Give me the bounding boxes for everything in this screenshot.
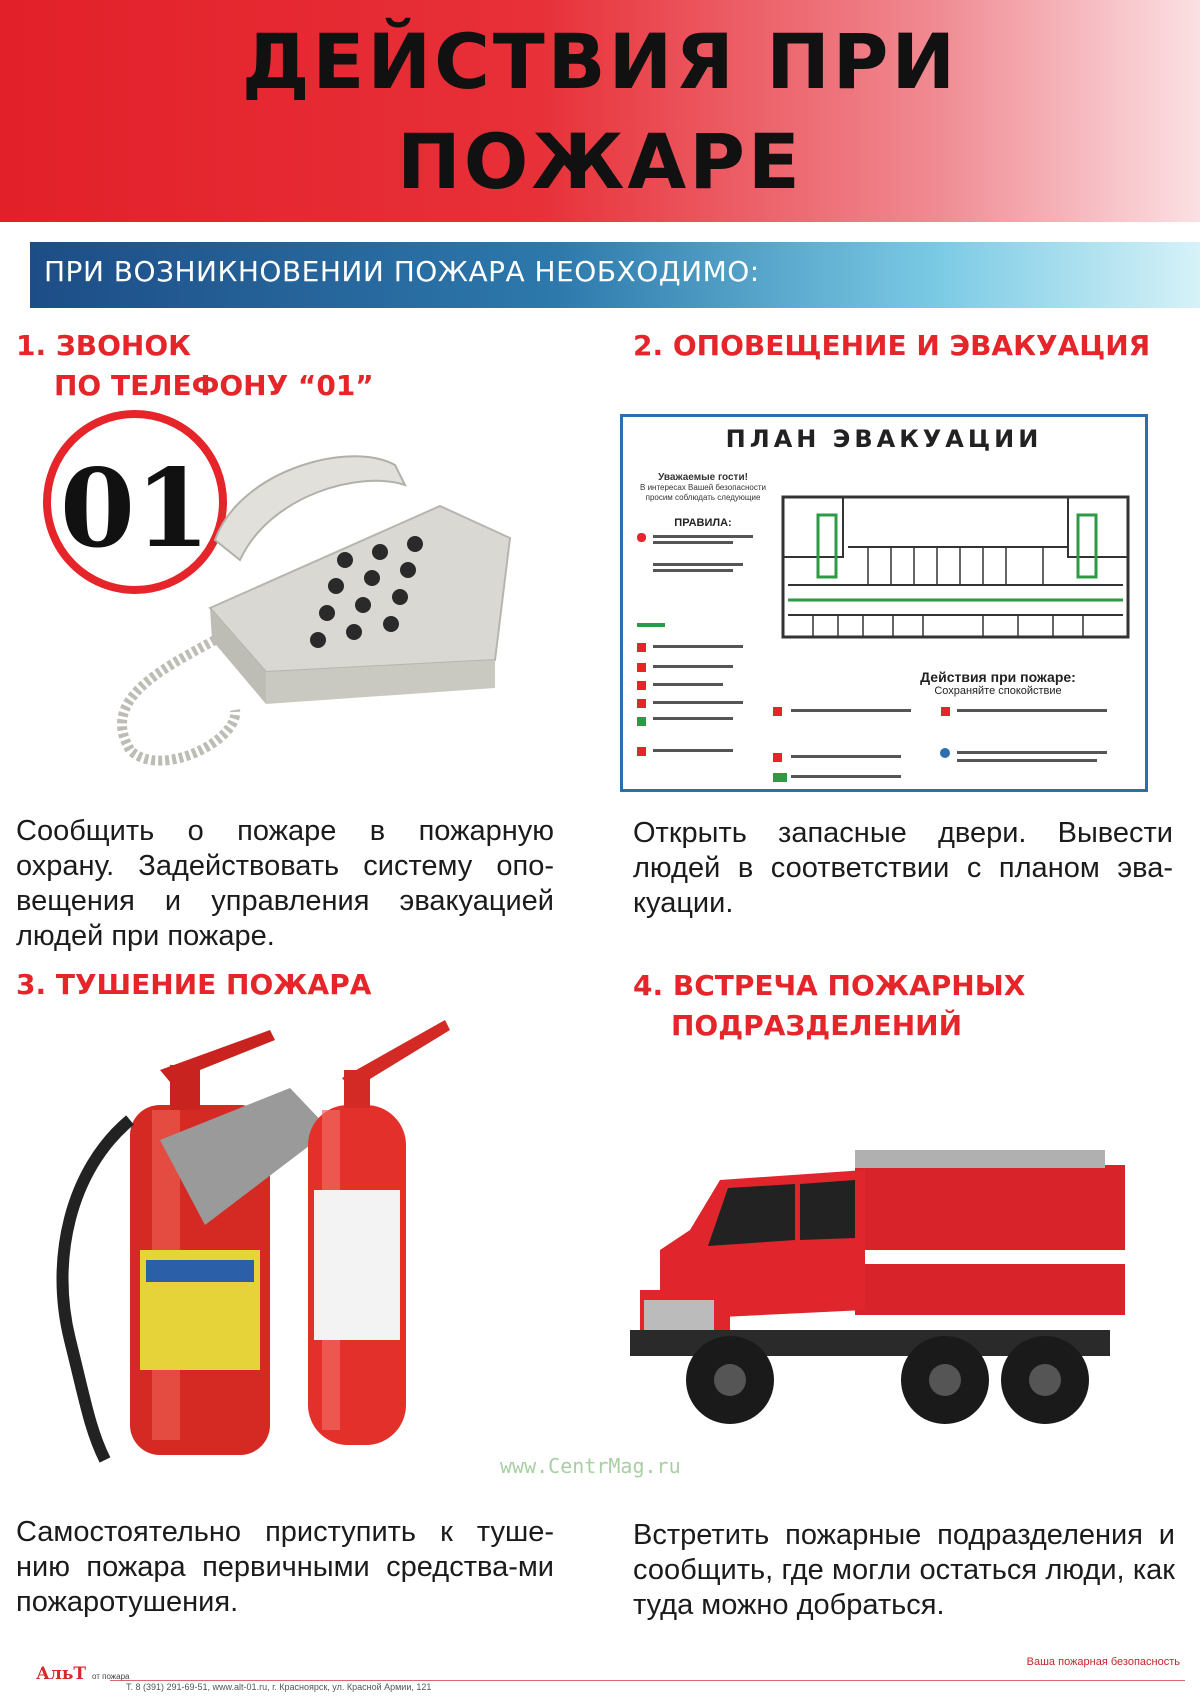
section-1-heading — [16, 326, 374, 406]
section-3-heading — [16, 965, 371, 1005]
footer-slogan: Ваша пожарная безопасность — [1026, 1656, 1180, 1668]
section-2-heading-line1: 2. ОПОВЕЩЕНИЕ И ЭВАКУАЦИЯ — [633, 329, 1151, 362]
section-3-body: Самостоятельно приступить к туше-нию пожара первичными средства-ми пожаротушения. — [16, 1516, 554, 1618]
plan-rules-label: ПРАВИЛА: — [674, 517, 732, 529]
phone-illustration — [40, 410, 600, 790]
plan-actions-title: Действия при пожаре: — [920, 669, 1076, 685]
fire-extinguishers-illustration — [30, 1010, 490, 1470]
section-4-heading-line1: 4. ВСТРЕЧА ПОЖАРНЫХ — [633, 969, 1026, 1002]
section-4-heading — [633, 966, 1025, 1046]
plan-greeting-title: Уважаемые гости! — [658, 472, 748, 483]
publisher-logo — [36, 1664, 130, 1684]
plan-actions-subtitle: Сохраняйте спокойствие — [934, 685, 1062, 697]
telephone-icon — [210, 456, 510, 704]
fire-truck-icon — [630, 1150, 1125, 1424]
footer-contact: Т. 8 (391) 291-69-51, www.alt-01.ru, г. Красноярск, ул. Красной Армии, 121 — [126, 1682, 432, 1692]
section-2-body: Открыть запасные двери. Вывести людей в соответствии с планом эва-куации. — [633, 817, 1173, 919]
title-banner — [0, 0, 1200, 222]
section-4-heading-line2: ПОДРАЗДЕЛЕНИЙ — [671, 1009, 963, 1042]
plan-title: ПЛАН ЭВАКУАЦИИ — [725, 425, 1043, 453]
subheader-text: ПРИ ВОЗНИКНОВЕНИИ ПОЖАРА НЕОБХОДИМО: — [44, 255, 760, 288]
footer-divider — [110, 1680, 1185, 1681]
publisher-logo-text: АльТ — [36, 1664, 87, 1684]
fire-truck-illustration — [600, 1120, 1160, 1460]
section-2-heading — [633, 326, 1150, 366]
plan-greeting-text: В интересах Вашей безопасности просим соблюдать следующие — [640, 483, 766, 502]
section-3-heading-line1: 3. ТУШЕНИЕ ПОЖАРА — [16, 968, 372, 1001]
badge-01-text: 01 — [59, 446, 211, 572]
section-1-heading-line2: ПО ТЕЛЕФОНУ “01” — [54, 369, 374, 402]
floor-plan-drawing — [623, 417, 1145, 789]
publisher-logo-sub: от пожара — [91, 1672, 130, 1681]
page-title: ДЕЙСТВИЯ ПРИ ПОЖАРЕ — [241, 17, 959, 206]
extinguisher-small-icon — [308, 1020, 450, 1445]
section-4-body: Встретить пожарные подразделения и сообщить, где могли остаться люди, как туда можно добраться. — [633, 1519, 1175, 1621]
section-1-body: Сообщить о пожаре в пожарную охрану. Задействовать систему опо-вещения и управления эвакуацией людей при пожаре. — [16, 815, 554, 952]
extinguisher-large-icon — [63, 1030, 331, 1460]
section-1-heading-line1: 1. ЗВОНОК — [16, 329, 192, 362]
phone-cord-icon — [122, 640, 235, 761]
badge-01-icon — [47, 414, 223, 590]
evacuation-plan — [620, 414, 1148, 792]
subheader-bar — [30, 242, 1200, 308]
watermark: www.CentrMag.ru — [500, 1454, 681, 1478]
